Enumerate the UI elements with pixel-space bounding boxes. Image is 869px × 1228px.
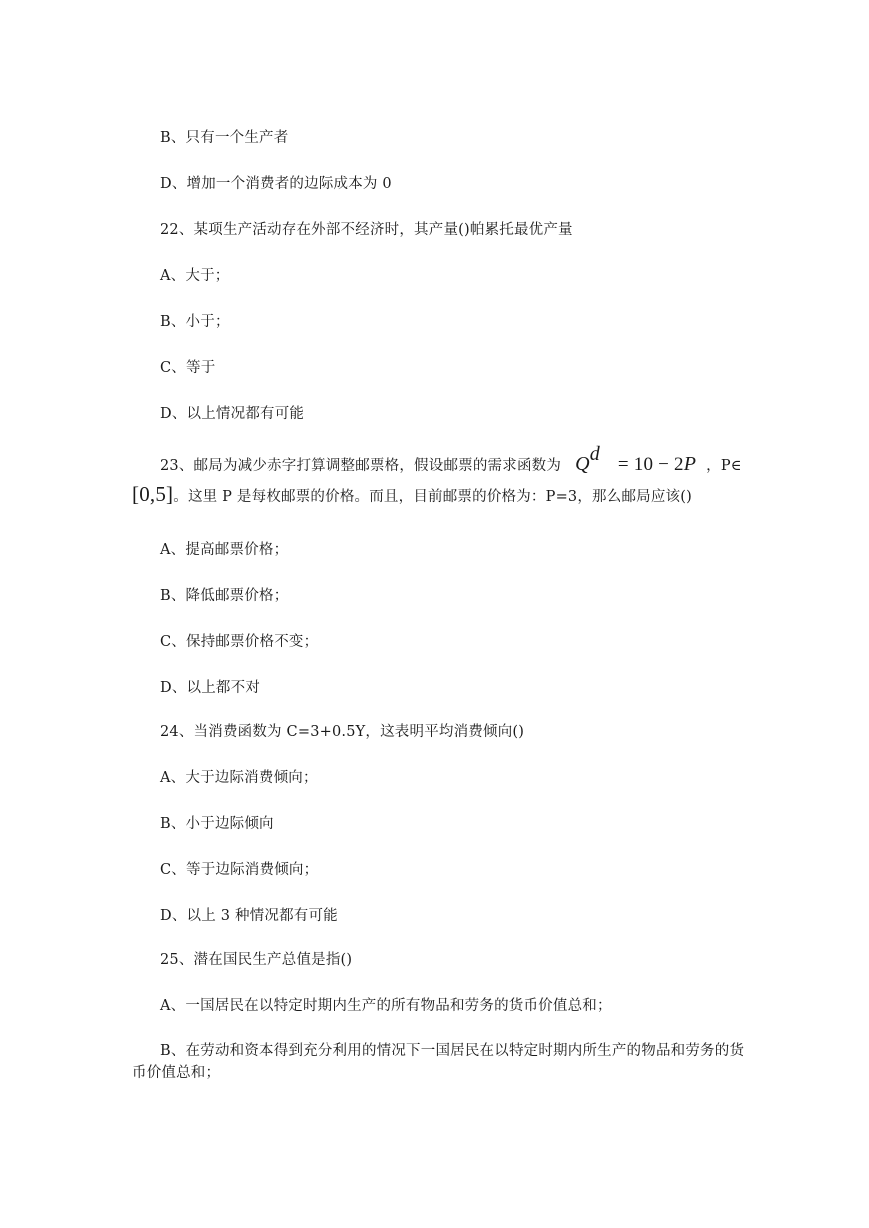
q24-option-d: D、以上 3 种情况都有可能 xyxy=(160,908,338,924)
q24-stem: 24、当消费函数为 C=3+0.5Y，这表明平均消费倾向() xyxy=(160,724,525,740)
q22-option-c: C、等于 xyxy=(160,360,216,376)
q22-stem: 22、某项生产活动存在外部不经济时，其产量()帕累托最优产量 xyxy=(160,222,573,238)
q23-stem-part2: 。这里 P 是每枚邮票的价格。而且，目前邮票的价格为：P=3，那么邮局应该() xyxy=(173,489,692,505)
q23-option-d: D、以上都不对 xyxy=(160,680,261,696)
formula-sup: d xyxy=(589,443,600,465)
q24-option-a: A、大于边际消费倾向； xyxy=(160,770,318,786)
formula-p: P xyxy=(683,452,697,475)
q25-stem: 25、潜在国民生产总值是指() xyxy=(160,952,353,968)
q22-option-a: A、大于； xyxy=(160,268,230,284)
formula-q: Q xyxy=(575,452,590,475)
q22-option-d: D、以上情况都有可能 xyxy=(160,406,305,422)
formula-domain: ，P∈ xyxy=(706,457,742,474)
q21-option-b: B、只有一个生产者 xyxy=(160,130,289,146)
interval: [0,5] xyxy=(132,482,174,506)
q23-stem-line2 xyxy=(132,484,692,507)
q24-option-b: B、小于边际倾向 xyxy=(160,816,274,832)
q23-option-b: B、降低邮票价格； xyxy=(160,588,289,604)
q22-option-b: B、小于； xyxy=(160,314,230,330)
q23-stem-part1: 23、邮局为减少赤字打算调整邮票格，假设邮票的需求函数为 xyxy=(160,457,562,474)
formula-rhs: = 10 − 2 xyxy=(617,453,684,475)
q23-option-c: C、保持邮票价格不变； xyxy=(160,634,319,650)
q21-option-d: D、增加一个消费者的边际成本为 0 xyxy=(160,176,392,192)
q23-option-a: A、提高邮票价格； xyxy=(160,542,289,558)
q25-option-b: B、在劳动和资本得到充分利用的情况下一国居民在以特定时期内所生产的物品和劳务的货币价值总和； xyxy=(132,1043,745,1081)
q25-option-a: A、一国居民在以特定时期内生产的所有物品和劳务的货币价值总和； xyxy=(160,998,612,1014)
q24-option-c: C、等于边际消费倾向； xyxy=(160,862,319,878)
q23-stem-line1 xyxy=(160,443,742,476)
